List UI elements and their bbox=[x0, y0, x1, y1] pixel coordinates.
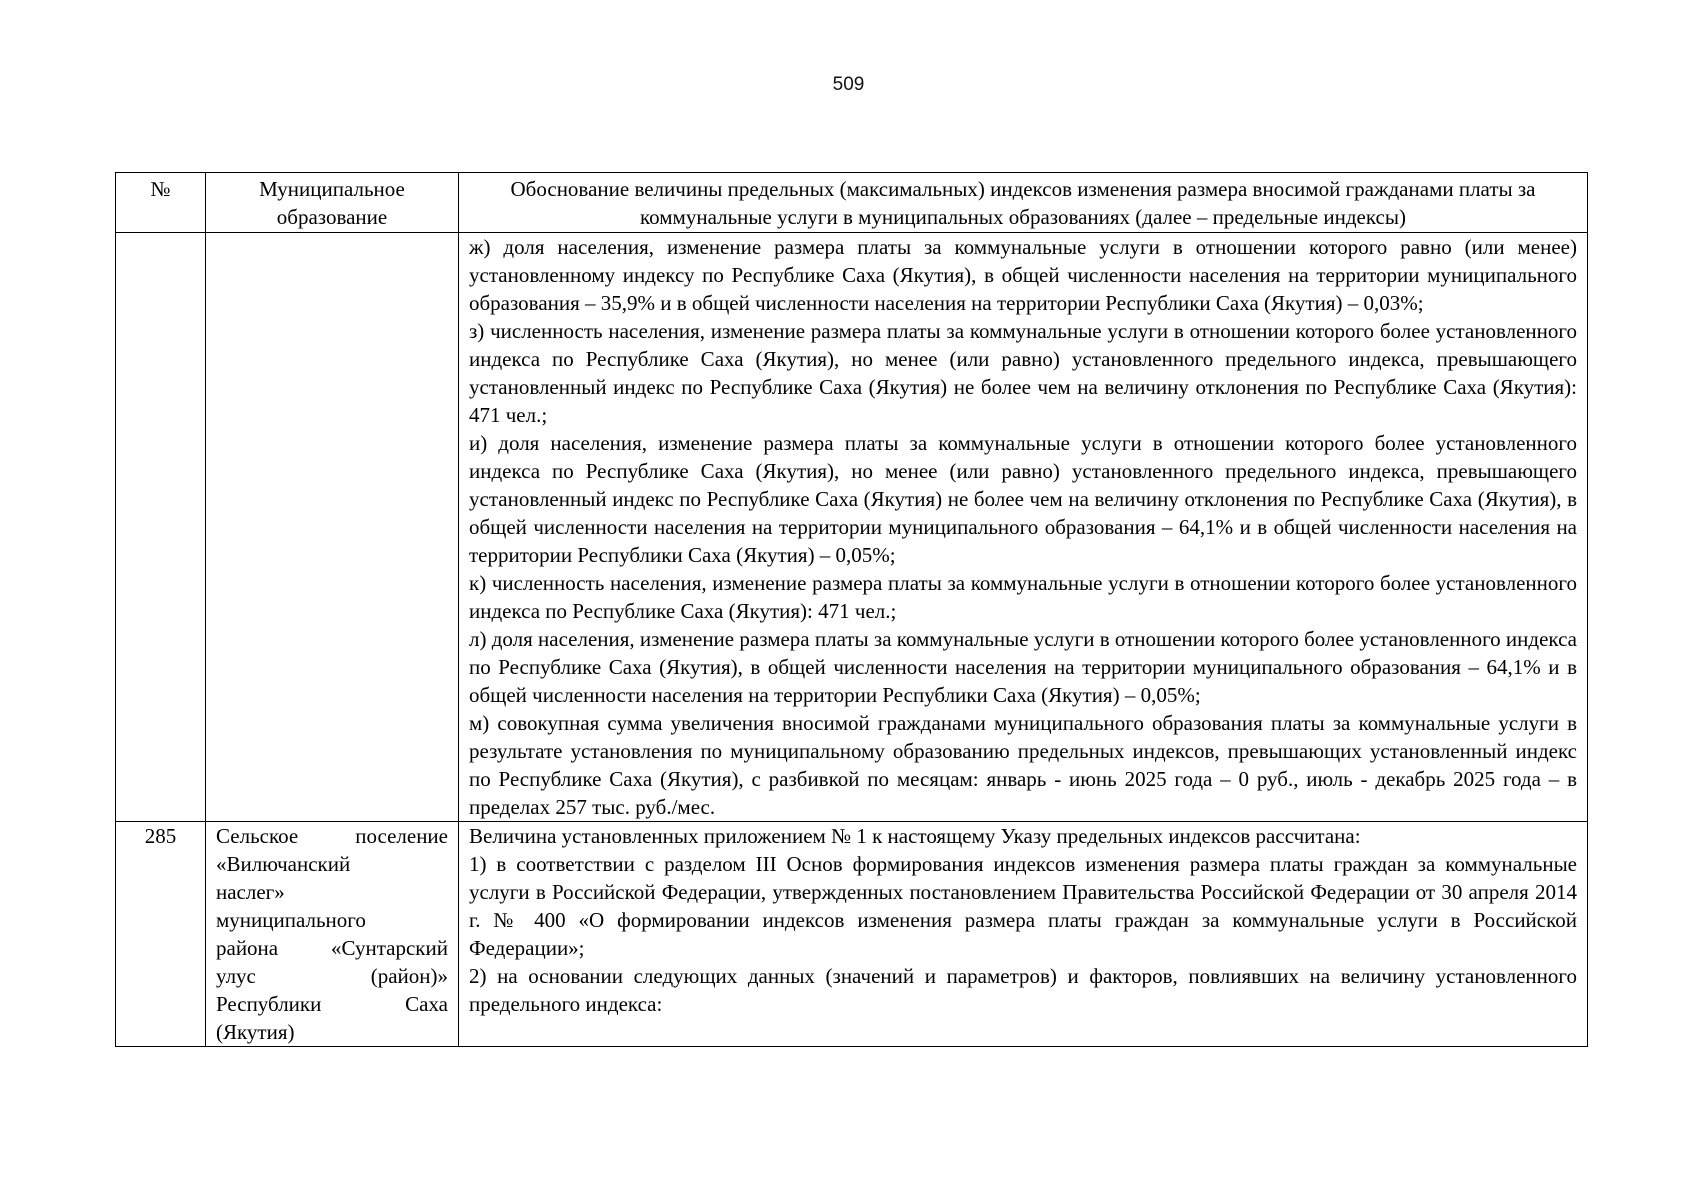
table-header-row bbox=[116, 173, 1588, 233]
page-number: 509 bbox=[832, 74, 865, 95]
municipality-line: Республики Саха bbox=[216, 992, 448, 1016]
header-municipality: Муниципальное образование bbox=[206, 173, 459, 233]
row-number: 285 bbox=[116, 822, 206, 1047]
paragraph-1: 1) в соответствии с разделом III Основ формирования индексов изменения размера платы граждан за коммунальные услуги в Российской Федерации, утвержденных постановлением Правительства Российской Федерации от 30 апреля 2014 г. № 400 «О формировании индексов изменения размера платы граждан за коммунальные услуги в Российской Федерации»; bbox=[469, 852, 1577, 960]
row-justification bbox=[459, 233, 1588, 822]
municipality-line: муниципального bbox=[216, 908, 366, 932]
municipality-line: улус (район)» bbox=[216, 964, 448, 988]
paragraph-2: 2) на основании следующих данных (значений и параметров) и факторов, повлиявших на величину установленного предельного индекса: bbox=[469, 964, 1577, 1016]
row-municipality bbox=[206, 233, 459, 822]
header-justification: Обоснование величины предельных (максимальных) индексов изменения размера вносимой гражданами платы за коммунальные услуги в муниципальных образованиях (далее – предельные индексы) bbox=[459, 173, 1588, 233]
paragraph-intro: Величина установленных приложением № 1 к настоящему Указу предельных индексов рассчитана: bbox=[469, 824, 1361, 848]
paragraph-k: к) численность населения, изменение размера платы за коммунальные услуги в отношении которого более установленного индекса по Республике Саха (Якутия): 471 чел.; bbox=[469, 571, 1577, 623]
municipality-line: наслег» bbox=[216, 880, 285, 904]
municipality-line: района «Сунтарский bbox=[216, 936, 448, 960]
header-number: № bbox=[116, 173, 206, 233]
municipality-line: Сельское поселение bbox=[216, 824, 448, 848]
paragraph-m: м) совокупная сумма увеличения вносимой гражданами муниципального образования платы за коммунальные услуги в результате установления по муниципальному образованию предельных индексов, превышающих установленный индекс по Республике Саха (Якутия), с разбивкой по месяцам: январь - июнь 2025 года – 0 руб., июль - декабрь 2025 года – в пределах 257 тыс. руб./мес. bbox=[469, 711, 1577, 819]
justification-table bbox=[115, 172, 1588, 1047]
table-row bbox=[116, 822, 1588, 1047]
row-number bbox=[116, 233, 206, 822]
paragraph-zh: ж) доля населения, изменение размера платы за коммунальные услуги в отношении которого равно (или менее) установленному индексу по Республике Саха (Якутия), в общей численности населения на территории муниципального образования – 35,9% и в общей численности населения на территории Республики Саха (Якутия) – 0,03%; bbox=[469, 235, 1577, 315]
municipality-line: «Вилючанский bbox=[216, 852, 351, 876]
row-municipality bbox=[206, 822, 459, 1047]
paragraph-z: з) численность населения, изменение размера платы за коммунальные услуги в отношении которого более установленного индекса по Республике Саха (Якутия), но менее (или равно) установленного предельного индекса, превышающего установленный индекс по Республике Саха (Якутия) не более чем на величину отклонения по Республике Саха (Якутия): 471 чел.; bbox=[469, 319, 1577, 427]
table-row bbox=[116, 233, 1588, 822]
paragraph-i: и) доля населения, изменение размера платы за коммунальные услуги в отношении которого более установленного индекса по Республике Саха (Якутия), но менее (или равно) установленного предельного индекса, превышающего установленный индекс по Республике Саха (Якутия) не более чем на величину отклонения по Республике Саха (Якутия), в общей численности населения на территории муниципального образования – 64,1% и в общей численности населения на территории Республики Саха (Якутия) – 0,05%; bbox=[469, 431, 1577, 567]
paragraph-l: л) доля населения, изменение размера платы за коммунальные услуги в отношении которого более установленного индекса по Республике Саха (Якутия), в общей численности населения на территории муниципального образования – 64,1% и в общей численности населения на территории Республики Саха (Якутия) – 0,05%; bbox=[469, 627, 1577, 707]
municipality-line: (Якутия) bbox=[216, 1020, 295, 1044]
row-justification bbox=[459, 822, 1588, 1047]
